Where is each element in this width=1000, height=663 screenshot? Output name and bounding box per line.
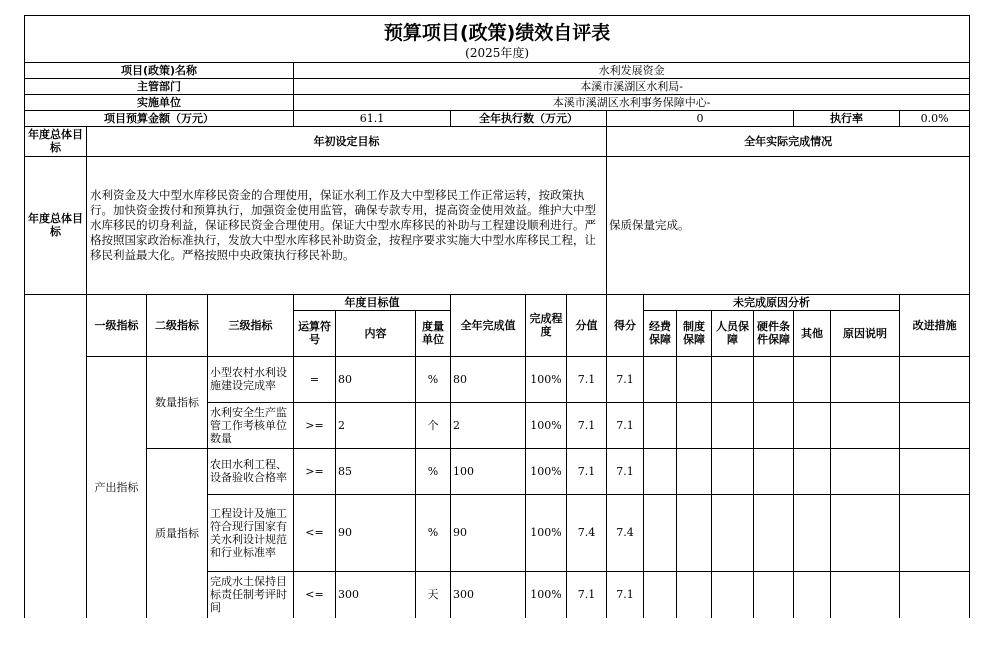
level2-header: 二级指标 bbox=[147, 294, 208, 356]
empty-cell bbox=[794, 402, 831, 448]
exec-value: 0 bbox=[607, 110, 794, 126]
operator-header: 运算符号 bbox=[294, 310, 336, 356]
level3-indicator: 工程设计及施工符合现行国家有关水利设计规范和行业标准率 bbox=[208, 494, 294, 571]
empty-cell bbox=[754, 448, 794, 494]
goal-side-label-top: 年度总体目标 bbox=[25, 126, 87, 156]
exec-label: 全年执行数（万元） bbox=[451, 110, 607, 126]
reasons-header: 未完成原因分析 bbox=[644, 294, 900, 310]
content-cell: 2 bbox=[336, 402, 416, 448]
operator-cell: >= bbox=[294, 448, 336, 494]
empty-cell bbox=[900, 402, 970, 448]
empty-cell bbox=[831, 494, 900, 571]
level3-indicator: 完成水土保持目标责任制考评时间 bbox=[208, 571, 294, 618]
level2-quantity: 数量指标 bbox=[147, 356, 208, 448]
initial-goal-text: 水利资金及大中型水库移民资金的合理使用，保证水利工作及大中型移民工作正常运转，按政策执行。加快资金拨付和预算执行，加强资金使用监管，确保专款专用，提高资金使用效益。维护大中型水库移民的切身利益，保证移民资金合理使用。保证大中型水库移民的补助与工程建设顺利进行。严格按照国家政治标准执行，发放大中型水库移民补助资金，按程序要求实施大中型水库移民工程，让移民利益最大化。严格按照中央政策执行移民补助。 bbox=[87, 156, 607, 294]
empty-cell bbox=[794, 356, 831, 402]
evaluation-sheet bbox=[24, 15, 969, 618]
operator-cell: <= bbox=[294, 571, 336, 618]
annual-target-header: 年度目标值 bbox=[294, 294, 451, 310]
empty-cell bbox=[712, 356, 754, 402]
level3-header: 三级指标 bbox=[208, 294, 294, 356]
empty-cell bbox=[900, 571, 970, 618]
actual-cell: 300 bbox=[451, 571, 526, 618]
empty-cell bbox=[712, 571, 754, 618]
content-cell: 90 bbox=[336, 494, 416, 571]
dept-label: 主管部门 bbox=[25, 78, 294, 94]
score-header: 得分 bbox=[607, 294, 644, 356]
empty-cell bbox=[794, 494, 831, 571]
initial-goal-header: 年初设定目标 bbox=[87, 126, 607, 156]
evaluation-table bbox=[24, 15, 970, 618]
empty-cell bbox=[831, 356, 900, 402]
operator-cell: >= bbox=[294, 402, 336, 448]
reason-system-header: 制度保障 bbox=[677, 310, 712, 356]
reason-explain-header: 原因说明 bbox=[831, 310, 900, 356]
rate-label: 执行率 bbox=[794, 110, 900, 126]
empty-cell bbox=[644, 448, 677, 494]
content-header: 内容 bbox=[336, 310, 416, 356]
actual-goal-text: 保质保量完成。 bbox=[607, 156, 970, 294]
empty-cell bbox=[831, 448, 900, 494]
empty-cell bbox=[677, 448, 712, 494]
empty-cell bbox=[794, 448, 831, 494]
empty-cell bbox=[900, 448, 970, 494]
empty-cell bbox=[831, 571, 900, 618]
content-cell: 300 bbox=[336, 571, 416, 618]
completion-cell: 100% bbox=[526, 448, 567, 494]
page-title: 预算项目(政策)绩效自评表 bbox=[25, 16, 970, 47]
empty-cell bbox=[677, 571, 712, 618]
improve-header: 改进措施 bbox=[900, 294, 970, 356]
level1-output: 产出指标 bbox=[87, 356, 147, 618]
empty-cell bbox=[644, 356, 677, 402]
score-value-cell: 7.1 bbox=[567, 402, 607, 448]
completion-cell: 100% bbox=[526, 571, 567, 618]
empty-cell bbox=[644, 402, 677, 448]
unit-value: 本溪市溪湖区水利事务保障中心- bbox=[294, 94, 970, 110]
unit-label: 实施单位 bbox=[25, 94, 294, 110]
blank-side-cell bbox=[25, 294, 87, 618]
reason-hardware-header: 硬件条件保障 bbox=[754, 310, 794, 356]
empty-cell bbox=[754, 402, 794, 448]
unit-cell: 天 bbox=[416, 571, 451, 618]
rate-value: 0.0% bbox=[900, 110, 970, 126]
empty-cell bbox=[754, 356, 794, 402]
actual-cell: 2 bbox=[451, 402, 526, 448]
empty-cell bbox=[900, 494, 970, 571]
content-cell: 80 bbox=[336, 356, 416, 402]
empty-cell bbox=[794, 571, 831, 618]
year-label: (2025年度) bbox=[25, 46, 970, 62]
actual-goal-header: 全年实际完成情况 bbox=[607, 126, 970, 156]
empty-cell bbox=[712, 494, 754, 571]
operator-cell: <= bbox=[294, 494, 336, 571]
completion-cell: 100% bbox=[526, 402, 567, 448]
empty-cell bbox=[754, 571, 794, 618]
completion-cell: 100% bbox=[526, 356, 567, 402]
actual-value-header: 全年完成值 bbox=[451, 294, 526, 356]
actual-cell: 80 bbox=[451, 356, 526, 402]
budget-value: 61.1 bbox=[294, 110, 451, 126]
unit-cell: % bbox=[416, 494, 451, 571]
empty-cell bbox=[677, 356, 712, 402]
level3-indicator: 农田水利工程、设备验收合格率 bbox=[208, 448, 294, 494]
score-cell: 7.1 bbox=[607, 571, 644, 618]
unit-cell: 个 bbox=[416, 402, 451, 448]
empty-cell bbox=[712, 402, 754, 448]
score-value-cell: 7.1 bbox=[567, 448, 607, 494]
project-name-label: 项目(政策)名称 bbox=[25, 62, 294, 78]
score-cell: 7.4 bbox=[607, 494, 644, 571]
score-value-cell: 7.1 bbox=[567, 356, 607, 402]
score-value-cell: 7.4 bbox=[567, 494, 607, 571]
goal-side-label: 年度总体目标 bbox=[25, 156, 87, 294]
empty-cell bbox=[712, 448, 754, 494]
unit-cell: % bbox=[416, 356, 451, 402]
score-value-cell: 7.1 bbox=[567, 571, 607, 618]
project-name-value: 水利发展资金 bbox=[294, 62, 970, 78]
score-cell: 7.1 bbox=[607, 356, 644, 402]
empty-cell bbox=[900, 356, 970, 402]
reason-other-header: 其他 bbox=[794, 310, 831, 356]
actual-cell: 100 bbox=[451, 448, 526, 494]
empty-cell bbox=[644, 571, 677, 618]
content-cell: 85 bbox=[336, 448, 416, 494]
reason-funds-header: 经费保障 bbox=[644, 310, 677, 356]
dept-value: 本溪市溪湖区水利局- bbox=[294, 78, 970, 94]
unit-cell: % bbox=[416, 448, 451, 494]
empty-cell bbox=[831, 402, 900, 448]
empty-cell bbox=[677, 402, 712, 448]
level1-header: 一级指标 bbox=[87, 294, 147, 356]
empty-cell bbox=[644, 494, 677, 571]
unit-header: 度量单位 bbox=[416, 310, 451, 356]
level3-indicator: 水利安全生产监管工作考核单位数量 bbox=[208, 402, 294, 448]
score-value-header: 分值 bbox=[567, 294, 607, 356]
level2-quality: 质量指标 bbox=[147, 448, 208, 618]
operator-cell: = bbox=[294, 356, 336, 402]
empty-cell bbox=[677, 494, 712, 571]
actual-cell: 90 bbox=[451, 494, 526, 571]
completion-cell: 100% bbox=[526, 494, 567, 571]
reason-staff-header: 人员保障 bbox=[712, 310, 754, 356]
completion-header: 完成程度 bbox=[526, 294, 567, 356]
level3-indicator: 小型农村水利设施建设完成率 bbox=[208, 356, 294, 402]
budget-label: 项目预算金额（万元） bbox=[25, 110, 294, 126]
score-cell: 7.1 bbox=[607, 402, 644, 448]
empty-cell bbox=[754, 494, 794, 571]
score-cell: 7.1 bbox=[607, 448, 644, 494]
